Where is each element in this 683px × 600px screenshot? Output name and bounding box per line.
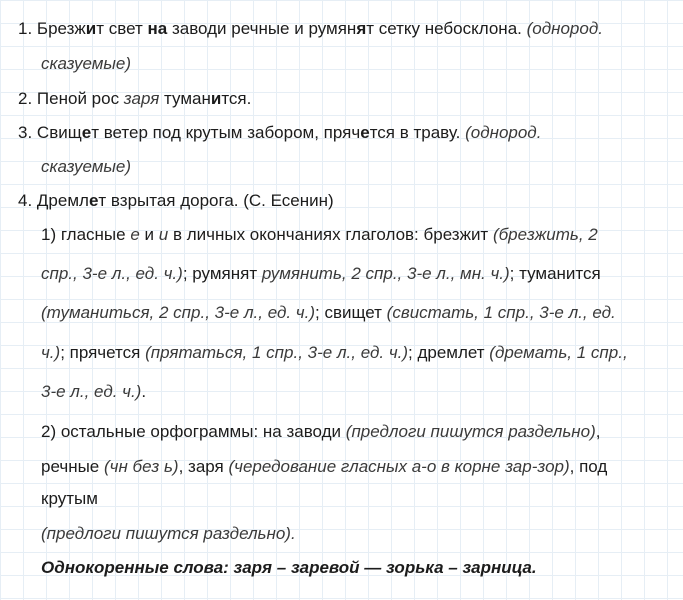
analysis-2-line-1: 2) остальные орфограммы: на заводи (предлоги пишутся раздельно), — [41, 422, 601, 441]
item-note-continued: сказуемые) — [41, 157, 131, 176]
analysis-1-line-4: ч.); прячется (прятаться, 1 спр., 3-е л., ед. ч.); дремлет (дремать, 1 спр., — [41, 343, 628, 362]
item-number: 2. — [18, 89, 33, 108]
item-note-continued: сказуемые) — [41, 54, 131, 73]
item-note: (однород. — [465, 123, 542, 142]
analysis-1-line-1: 1) гласные е и и в личных окончаниях глаголов: брезжит (брезжить, 2 — [41, 225, 598, 244]
item-text: Брезжит свет на заводи речные и румянят сетку небосклона. — [36, 19, 527, 38]
analysis-2-line-2: речные (чн без ь), заря (чередование гласных а-о в корне зар-зор), под — [41, 457, 608, 476]
analysis-1-line-5: 3-е л., ед. ч.). — [41, 382, 147, 401]
list-item-3 — [18, 121, 541, 145]
item-text: Пеной рос заря туманится. — [36, 89, 252, 108]
analysis-1-line-2: спр., 3-е л., ед. ч.); румянят румянить, 2 спр., 3-е л., мн. ч.); туманится — [41, 264, 601, 283]
analysis-1-line-3: (туманиться, 2 спр., 3-е л., ед. ч.); свищет (свистать, 1 спр., 3-е л., ед. — [41, 303, 616, 322]
related-words: Однокоренные слова: заря – заревой — зорька – зарница. — [41, 558, 537, 577]
list-item-4 — [18, 189, 334, 213]
item-note: (однород. — [526, 19, 603, 38]
item-text: Дремлет взрытая дорога. (С. Есенин) — [36, 191, 334, 210]
item-number: 3. — [18, 123, 33, 142]
list-item-2 — [18, 87, 251, 111]
analysis-2-line-3: крутым — [41, 489, 98, 508]
list-item-1 — [18, 17, 603, 41]
analysis-2-line-4: (предлоги пишутся раздельно). — [41, 524, 296, 543]
item-number: 4. — [18, 191, 33, 210]
item-number: 1. — [18, 19, 33, 38]
item-text: Свищет ветер под крутым забором, прячется в траву. — [36, 123, 466, 142]
